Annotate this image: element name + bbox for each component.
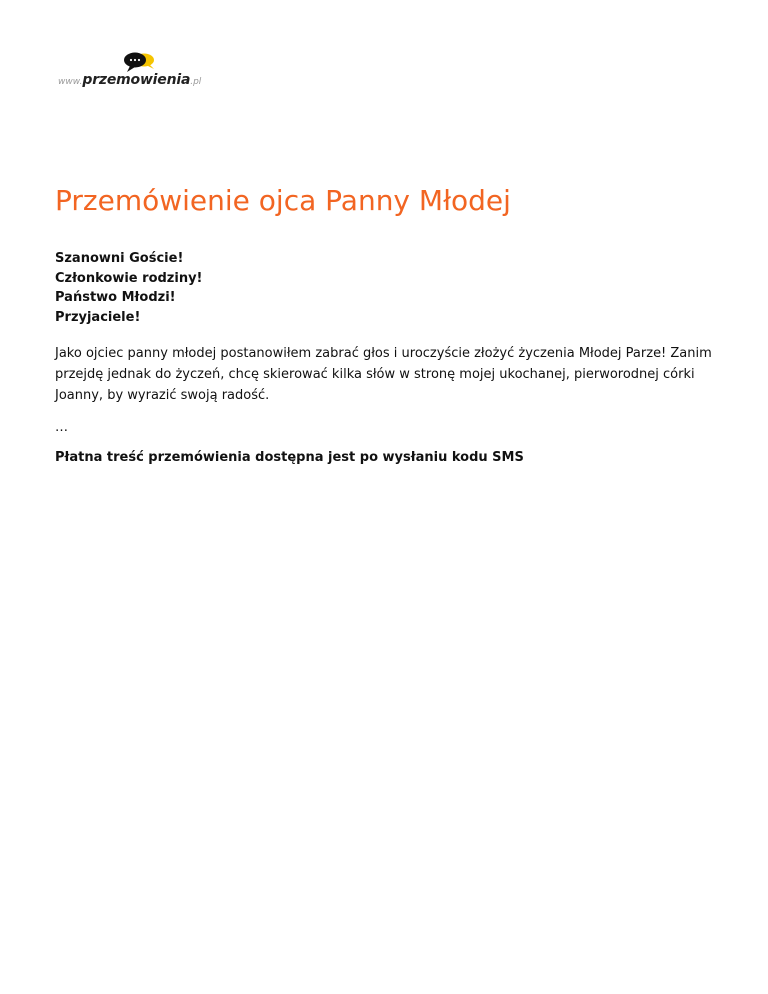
greeting-line: Państwo Młodzi!	[55, 290, 176, 305]
logo-wordmark	[58, 69, 201, 88]
greeting-line: Szanowni Goście!	[55, 251, 184, 266]
logo-tld: .pl	[190, 77, 202, 87]
site-logo[interactable]	[58, 52, 218, 92]
greeting-line: Członkowie rodziny!	[55, 270, 203, 286]
ellipsis: …	[55, 420, 68, 435]
paid-content-note: Płatna treść przemówienia dostępna jest po wysłaniu kodu SMS	[55, 450, 524, 465]
greetings-list	[55, 249, 202, 327]
logo-name: przemowienia	[82, 72, 191, 88]
greeting-line: Przyjaciele!	[55, 309, 141, 325]
speech-paragraph: Jako ojciec panny młodej postanowiłem zabrać głos i uroczyście złożyć życzenia Młodej Parze! Zanim przejdę jednak do życzeń, chcę skierować kilka słów w stronę mojej ukochanej, pierworodnej córki Joanny, by wyrazić swoją radość.	[55, 346, 712, 403]
logo-www: www.	[58, 77, 83, 87]
page-title: Przemówienie ojca Panny Młodej	[55, 184, 511, 217]
